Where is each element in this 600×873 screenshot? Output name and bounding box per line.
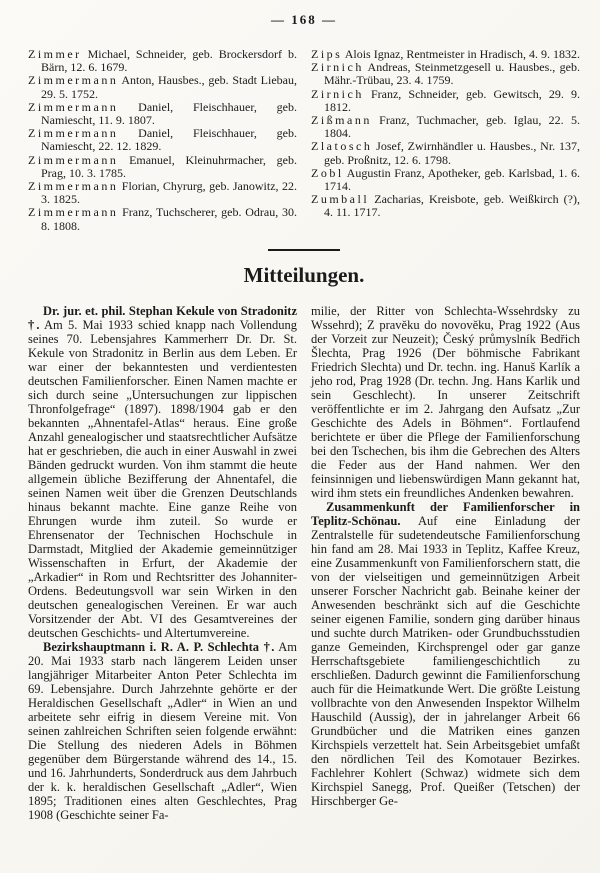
obituary-schlechta-continuation <box>311 304 580 500</box>
entry-surname: Zirnich <box>311 86 364 101</box>
paragraph-lead: Bezirkshauptmann i. R. A. P. Schlechta †. <box>43 639 275 654</box>
paragraph-text: Am 5. Mai 1933 schied knapp nach Vollendung seines 70. Lebensjahres Kammerherr Dr. Dr. St. Kekule von Stradonitz in Berlin aus dem Leben. Er war einer der bekanntesten und verdientesten deutschen Familienforscher. Einen Namen machte er sich durch seine „Untersuchungen zur lippischen Thronfolgefrage“ (1897). 1898/1904 gab er den bekannten „Ahnentafel-Atlas“ heraus. Eine große Anzahl genealogischer und staatsrechtlicher Aufsätze hat er geschrieben, die auch in einer Auswahl in zwei Bänden gedruckt wurden. Von ihm stammt die heute allgemein übliche Bezifferung der Ahnentafel, die seinen Namen weit über die Grenzen Deutschlands hinaus bekannt machte. Eine ganze Reihe von Ehrungen wurde ihm zuteil. So wurde er Ehrensenator der Technischen Hochschule in Darmstadt, Mitglied der Akademie gemeinnütziger Wissenschaften in Erfurt, der Akademie der „Arkadier“ in Rom und Rechtsritter des Johanniter-Ordens. Bedeutungsvoll war sein Wirken in den deutschen genealogischen Vereinen. Er war auch Vorsitzender der Abt. VI des Gesamtvereines der deutschen Geschichts- und Altertumvereine. <box>28 317 298 640</box>
entry-details: Franz, Tuchscherer, geb. Odrau, 30. 8. 1808. <box>41 205 297 233</box>
entry-surname: Zißmann <box>311 113 372 128</box>
page-number: — 168 — <box>271 12 337 27</box>
entry-details: Michael, Schneider, geb. Brockersdorf b. Bärn, 12. 6. 1679. <box>41 47 297 75</box>
entry-details: Alois Ignaz, Rentmeister in Hradisch, 4. 9. 1832. <box>344 47 580 61</box>
entry-surname: Zirnich <box>311 60 364 75</box>
register-entry <box>28 154 297 180</box>
entry-surname: Zlatosch <box>311 139 373 154</box>
entry-details: Daniel, Fleischhauer, geb. Namiescht, 22. 12. 1829. <box>41 126 297 154</box>
entry-details: Josef, Zwirnhändler u. Hausbes., Nr. 137, geb. Proßnitz, 12. 6. 1798. <box>324 139 580 167</box>
register-left-column <box>28 48 297 233</box>
obituary-kekule-paragraph <box>28 304 297 640</box>
entry-surname: Zimmermann <box>28 126 119 141</box>
section-title: Mitteilungen. <box>243 262 365 287</box>
entry-surname: Zimmer <box>28 47 82 61</box>
obituary-schlechta-paragraph <box>28 640 297 822</box>
register-entry <box>311 140 580 166</box>
register-right-column <box>311 48 580 233</box>
entry-details: Florian, Chyrurg, geb. Janowitz, 22. 3. 1825. <box>41 179 297 207</box>
entry-details: Daniel, Fleischhauer, geb. Namiescht, 11. 9. 1807. <box>41 99 297 128</box>
entry-details: Anton, Hausbes., geb. Stadt Liebau, 29. 5. 1752. <box>41 73 297 101</box>
entry-surname: Zobl <box>311 165 344 180</box>
paragraph-lead: Dr. jur. et. phil. Stephan Kekule von Stradonitz †. <box>28 303 297 332</box>
entry-details: Augustin Franz, Apotheker, geb. Karlsbad, 1. 6. 1714. <box>324 165 580 194</box>
register-entry <box>28 48 297 74</box>
entry-details: Zacharias, Kreisbote, geb. Weißkirch (?), 4. 11. 1717. <box>324 192 580 220</box>
body-right-column <box>311 304 580 822</box>
entry-surname: Zimmermann <box>28 99 119 114</box>
register-entry <box>311 114 580 140</box>
article-body <box>28 304 580 822</box>
register-entry <box>311 61 580 87</box>
entry-surname: Zimmermann <box>28 73 119 88</box>
register-entry <box>28 101 297 127</box>
paragraph-text: Am 20. Mai 1933 starb nach längerem Leiden unser langjähriger Mitarbeiter Anton Peter Schlechta im 69. Lebensjahre. Durch Jahrzehnte gehörte er der Heraldischen Gesellschaft „Adler“ in Wien an und arbeitete sehr eifrig in diesem Vereine mit. Von seinen zahlreichen Schriften seien folgende erwähnt: Die Stellung des niederen Adels in Böhmen gegenüber dem Bürgerstande während des 14., 15. und 16. Jahrhunderts, Sonderdruck aus dem Jahrbuch der k. k. heraldischen Gesellschaft „Adler“, Wien 1895; Traditionen eines alten Geschlechtes, Prag 1908 (Geschichte seiner Fa- <box>28 639 297 822</box>
entry-surname: Zimmermann <box>28 205 119 220</box>
section-divider-rule <box>268 249 340 251</box>
register-entry <box>311 167 580 193</box>
body-left-column <box>28 304 297 822</box>
entry-details: Andreas, Steinmetzgesell u. Hausbes., geb. Mähr.-Trübau, 23. 4. 1759. <box>324 60 580 88</box>
entry-surname: Zimmermann <box>28 179 119 194</box>
register-entry <box>311 88 580 114</box>
entry-details: Franz, Schneider, geb. Gewitsch, 29. 9. 1812. <box>324 86 580 114</box>
register-entry <box>311 193 580 219</box>
entry-surname: Zimmermann <box>28 152 119 167</box>
entry-surname: Zumball <box>311 192 370 207</box>
name-register <box>28 48 580 233</box>
paragraph-text: Auf eine Einladung der Zentralstelle für sudetendeutsche Familienforschung hin fand am 28. Mai 1933 in Teplitz, Kaffee Kreuz, eine Zusammenkunft von Familienforschern statt, die von der vielseitigen und gemeinnützigen Arbeit unserer Forscher Nachricht gab. Beinahe keiner der Anwesenden beschränkt sich auf die Geschichte seiner eigenen Familie, sondern ging darüber hinaus und suchte durch Matriken- oder Grundbuchsstudien ganze Gemeinden, Kirchsprengel oder gar ganze Herrschaftsgebiete familiengeschichtlich zu erschließen. Dadurch gewinnt die Familienforschung auch für die Heimatkunde Wert. Die größte Leistung vollbrachte von den Anwesenden Inspektor Wilhelm Hauschild (Aussig), der in jahrelanger Arbeit 66 Grundbücher und die Matriken eines ganzen Kirchspiels verzettelt hat. Sein Arbeitsgebiet umfaßt den nördlichen Teil des Komotauer Bezirkes. Fachlehrer Kohlert (Schwaz) widmete sich dem Kirchspiel Sanegg, Prof. Queißer (Tetschen) der Hirschberger Ge- <box>311 513 581 808</box>
entry-details: Franz, Tuchmacher, geb. Iglau, 22. 5. 1804. <box>324 113 581 141</box>
register-entry <box>28 74 297 100</box>
meeting-teplitz-paragraph <box>311 500 580 808</box>
register-entry <box>28 180 297 206</box>
entry-details: Emanuel, Kleinuhrmacher, geb. Prag, 10. 3. 1785. <box>41 152 297 180</box>
register-entry <box>28 206 297 232</box>
paragraph-lead: Zusammenkunft der Familienforscher in Teplitz-Schönau. <box>311 499 580 528</box>
entry-surname: Zips <box>311 47 343 61</box>
register-entry <box>28 127 297 153</box>
paragraph-text: milie, der Ritter von Schlechta-Wssehrdsky zu Wssehrd); Z pravěku do novověku, Prag 1922 (Aus der Vorzeit zur Neuzeit); Český průmyslník Bedřich Šlechta, Prag 1926 (Der böhmische Fabrikant Friedrich Slechta) und Dr. techn. ing. Hanuš Karlík a jeho rod, Prag 1928 (Dr. techn. Jng. Hans Karlik und sein Geschlecht). In unserer Zeitschrift veröffentlichte er im 2. Jahrgang den Aufsatz „Zur Geschichte des Adels in Böhmen“. Fortlaufend berichtete er über die Pflege der Familienforschung bei den Tschechen, bis ihm die Gebrechen des Alters die Feder aus der Hand nahmen. Wer den feinsinnigen und liebenswürdigen Mann gekannt hat, wird ihm stets ein freundliches Andenken bewahren. <box>311 303 580 500</box>
